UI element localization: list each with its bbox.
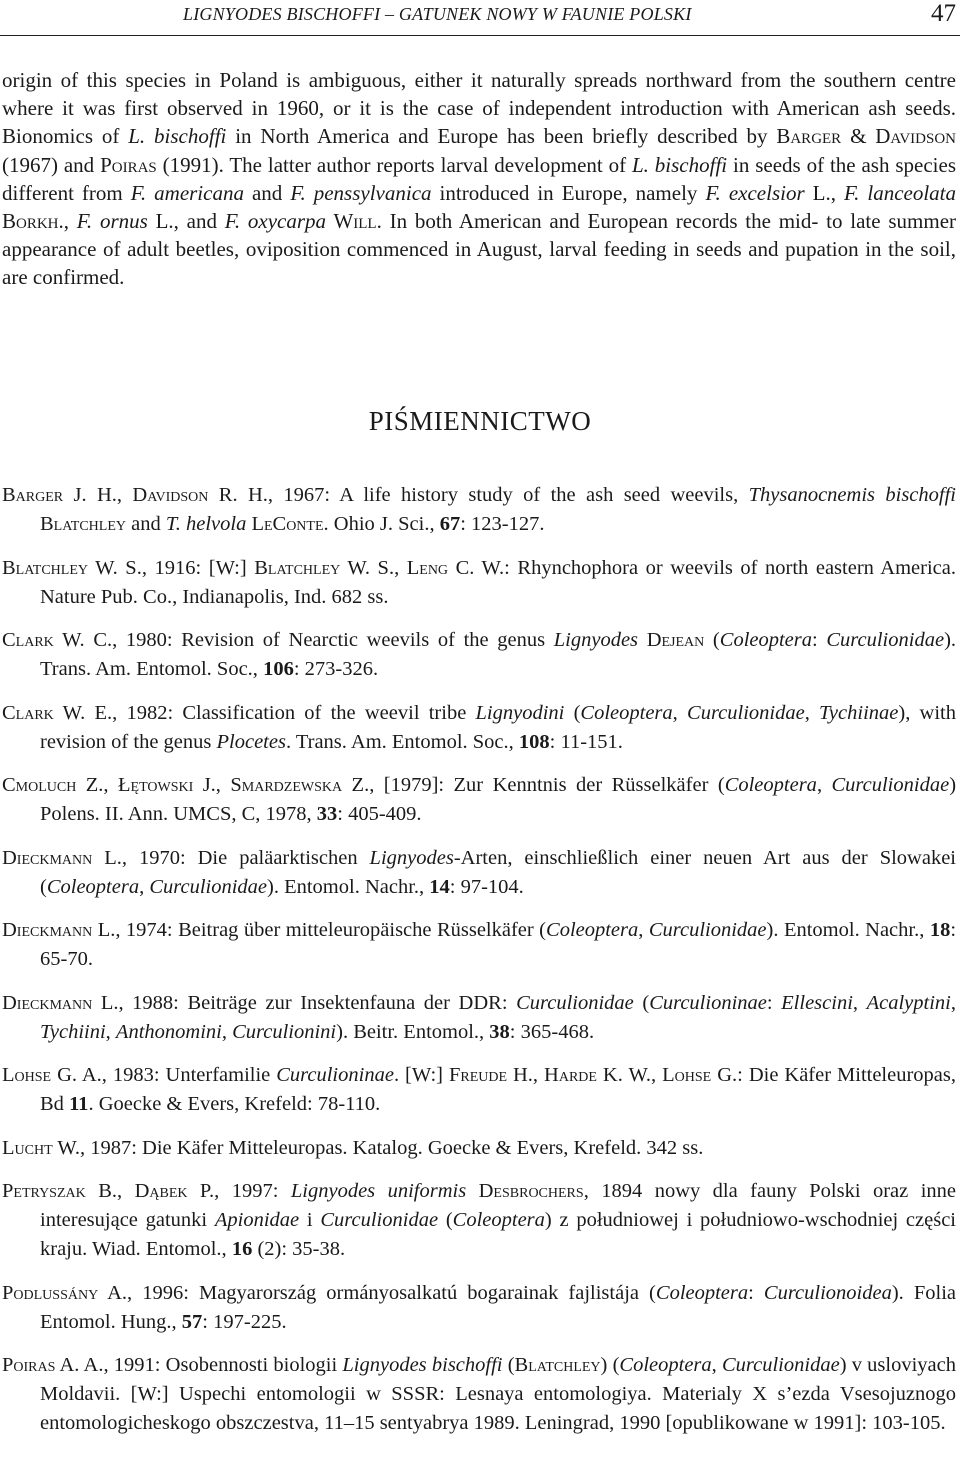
reference-entry <box>2 1061 956 1119</box>
text-run: , <box>672 701 688 724</box>
text-run: ( <box>502 1354 515 1376</box>
text-run: , <box>804 701 820 724</box>
text-run: , <box>139 875 150 898</box>
text-run <box>638 629 647 651</box>
author-name: Barger <box>2 484 64 506</box>
author-name: Blatchley <box>2 556 88 579</box>
text-run: L., 1974: Beitrag über mitteleuropäische Rüsselkäfer ( <box>92 919 547 941</box>
text-run: , <box>711 1354 722 1376</box>
author-name: Will. <box>326 209 382 234</box>
author-name: Blatchley <box>254 556 341 579</box>
taxon-name: Apionidae <box>214 1209 300 1231</box>
species-name: F. oxycarpa <box>224 209 327 234</box>
taxon-name: Tychiinae <box>819 701 899 724</box>
author-name: Poiras <box>2 1354 56 1376</box>
text-run: , 1894 nowy dla fauny Polski oraz inne interesujące gatunki <box>40 1180 956 1231</box>
taxon-name: T. helvola <box>165 513 247 535</box>
taxon-name: Curculioninae <box>649 991 767 1014</box>
taxon-name: Anthonomini <box>115 1020 222 1043</box>
taxon-name: Lignyodes uniformis <box>290 1180 467 1202</box>
text-run: . Trans. Am. Entomol. Soc., <box>285 730 519 753</box>
taxon-name: Curculionidae <box>648 919 767 941</box>
taxon-name: Lignyodes bischoffi <box>342 1354 503 1376</box>
text-run <box>466 1180 478 1202</box>
author-name: LeConte <box>251 513 324 535</box>
reference-entry <box>2 1134 956 1163</box>
volume-number: 11 <box>69 1093 89 1115</box>
taxon-name: Curculionidae <box>149 875 268 898</box>
text-run: ) v usloviyach Moldavii. [W:] Uspechi entomologii w SSSR: Lesnaya entomologiya. Materialy X s’ezda Vsesojuznogo entomologicheskogo obszczestva, 11–15 sentyabrya 1989. Leningrad, 1990 [opublikowane w 1991]: 103-105. <box>40 1354 957 1434</box>
author-name: Dejean <box>646 629 705 651</box>
volume-number: 33 <box>316 803 338 825</box>
page-header <box>0 0 960 40</box>
text-run: : 273-326. <box>293 658 379 680</box>
author-name: Blatchley <box>40 513 126 535</box>
text-run: W. S., 1916: [W:] <box>88 556 255 579</box>
text-run: and <box>126 513 166 535</box>
taxon-name: Coleoptera <box>724 774 817 796</box>
reference-entry <box>2 554 956 612</box>
taxon-name: Curculioninae <box>276 1064 394 1086</box>
species-name: F. penssylvanica <box>290 180 432 205</box>
text-run: in North America and Europe has been briefly described by <box>226 124 777 149</box>
text-run: ). Trans. Am. Entomol. Soc., <box>40 629 957 680</box>
reference-entry <box>2 1279 956 1337</box>
author-name: Blatchley <box>514 1354 601 1376</box>
text-run: : 405-409. <box>337 803 422 825</box>
text-run: origin of this species in Poland is ambiguous, either it naturally spreads northward from the southern centre where it was first observed in 1960, or it is the case of independent introduction with American ash seeds. Bionomics of <box>2 68 956 149</box>
volume-number: 14 <box>429 875 450 898</box>
text-run: Z., <box>76 774 118 796</box>
text-run: and <box>243 180 291 205</box>
species-name: L. bischoffi <box>632 152 728 177</box>
text-run: L., <box>804 180 844 205</box>
text-run: , <box>950 991 956 1014</box>
author-name: Dieckmann <box>2 991 93 1014</box>
author-name: Davidson <box>875 124 956 149</box>
reference-entry <box>2 771 956 829</box>
text-run: In both American and European records the mid- to late summer appearance of adult beetles, oviposition commenced in August, larval feeding in seeds and pupation in the soil, are confirmed. <box>2 209 957 290</box>
text-run: (2): 35-38. <box>252 1238 346 1260</box>
text-run: R. H., 1967: A life history study of the ash seed weevils, <box>208 484 749 506</box>
text-run: G.: Die Käfer Mitteleuropas, Bd <box>40 1064 957 1115</box>
author-name: Clark <box>2 629 54 651</box>
body-paragraph <box>2 66 956 292</box>
taxon-name: Curculionidae <box>826 629 945 651</box>
taxon-name: Lignyodini <box>475 701 565 724</box>
text-run: : <box>766 991 782 1014</box>
text-run: in seeds of the ash species different from <box>2 152 956 205</box>
author-name: Harde <box>544 1064 597 1086</box>
taxon-name: Plocetes <box>216 730 286 753</box>
author-name: Freude <box>448 1064 508 1086</box>
reference-entry <box>2 989 956 1047</box>
text-run: . Goecke & Evers, Krefeld: 78-110. <box>88 1093 381 1115</box>
taxon-name: Coleoptera <box>46 875 140 898</box>
author-name: Łętowski <box>118 774 194 796</box>
text-run: : <box>748 1281 764 1304</box>
text-run: i <box>299 1209 321 1231</box>
author-name: Dieckmann <box>2 919 93 941</box>
text-run: B., <box>85 1180 135 1202</box>
taxon-name: Curculionidae <box>516 991 634 1014</box>
text-run: : 123-127. <box>460 513 545 535</box>
author-name: Poiras <box>100 152 157 177</box>
text-run: Z., [1979]: Zur Kenntnis der Rüsselkäfer ( <box>342 774 725 796</box>
text-run: C. W.: Rhynchophora or weevils of north eastern America. Nature Pub. Co., Indianapolis, Ind. 682 ss. <box>40 556 957 608</box>
text-run: , <box>638 919 649 941</box>
text-run: : 365-468. <box>509 1020 595 1043</box>
volume-number: 38 <box>489 1020 510 1043</box>
section-heading: PIŚMIENNICTWO <box>368 406 592 436</box>
author-name: Barger <box>776 124 842 149</box>
text-run: L., 1988: Beiträge zur Insektenfauna der DDR: <box>92 991 517 1014</box>
volume-number: 67 <box>439 513 461 535</box>
text-run: introduced in Europe, namely <box>431 180 706 205</box>
author-name: Cmoluch <box>2 774 77 796</box>
species-name: F. americana <box>130 180 244 205</box>
text-run: J. H., <box>63 484 133 506</box>
text-run: ). Folia Entomol. Hung., <box>40 1281 956 1333</box>
author-name: Podlussány <box>2 1281 99 1304</box>
taxon-name: Tychiini <box>40 1020 106 1043</box>
author-name: Dąbek <box>134 1180 188 1202</box>
reference-entry <box>2 844 956 902</box>
text-run: ). Entomol. Nachr., <box>267 875 430 898</box>
volume-number: 106 <box>263 658 294 680</box>
text-run: & <box>841 124 876 149</box>
taxon-name: Curculionidae <box>320 1209 439 1231</box>
text-run: : 11-151. <box>549 730 623 753</box>
species-name: F. excelsior <box>705 180 805 205</box>
reference-entry <box>2 1177 956 1264</box>
text-run: A., 1996: Magyarország ormányosalkatú bogarainak fajlistája ( <box>98 1281 656 1304</box>
volume-number: 108 <box>518 730 550 753</box>
text-run: : 197-225. <box>202 1310 287 1333</box>
author-name: Desbrochers <box>478 1180 584 1202</box>
text-run: . Ohio J. Sci., <box>323 513 440 535</box>
taxon-name: Coleoptera <box>719 629 813 651</box>
taxon-name: Coleoptera <box>619 1354 712 1376</box>
species-name: F. ornus <box>76 209 148 234</box>
text-run: : 65-70. <box>40 919 957 970</box>
text-run: ). Entomol. Nachr., <box>766 919 930 941</box>
text-run: ), with revision of the genus <box>40 701 956 753</box>
reference-list <box>2 481 956 1453</box>
taxon-name: Coleoptera <box>546 919 639 941</box>
text-run: : 97-104. <box>449 875 524 898</box>
taxon-name: Curculionidae <box>831 774 950 796</box>
author-name: Lohse <box>662 1064 712 1086</box>
text-run: P., 1997: <box>187 1180 291 1202</box>
author-name: Leng <box>406 556 449 579</box>
taxon-name: Acalyptini <box>866 991 951 1014</box>
text-run: ). Beitr. Entomol., <box>336 1020 490 1043</box>
text-run: W., 1987: Die Käfer Mitteleuropas. Katalog. Goecke & Evers, Krefeld. 342 ss. <box>52 1136 704 1159</box>
text-run: -Arten, einschließlich einer neuen Art aus der Slowakei ( <box>40 846 956 898</box>
text-run: A. A., 1991: Osobennosti biologii <box>55 1354 343 1376</box>
text-run: ( <box>704 629 720 651</box>
reference-entry <box>2 916 956 974</box>
text-run: . [W:] <box>393 1064 449 1086</box>
author-name: Petryszak <box>2 1180 86 1202</box>
author-name: Lucht <box>2 1136 53 1159</box>
running-title: LIGNYODES BISCHOFFI – GATUNEK NOWY W FAUNIE POLSKI <box>183 4 692 24</box>
taxon-name: Curculionini <box>232 1020 337 1043</box>
header-rule <box>0 35 960 36</box>
text-run: L., and <box>147 209 225 234</box>
text-run: ( <box>633 991 650 1014</box>
text-run: W. C., 1980: Revision of Nearctic weevils of the genus <box>53 629 554 651</box>
text-run: G. A., 1983: Unterfamilie <box>51 1064 277 1086</box>
reference-entry <box>2 481 956 539</box>
taxon-name: Lignyodes <box>553 629 639 651</box>
taxon-name: Curculionidae <box>722 1354 840 1376</box>
reference-entry <box>2 699 956 757</box>
text-run: ) ( <box>600 1354 620 1376</box>
author-name: Clark <box>2 701 54 724</box>
text-run: ( <box>564 701 581 724</box>
taxon-name: Thysanocnemis bischoffi <box>748 484 956 506</box>
author-name: Dieckmann <box>2 846 93 869</box>
volume-number: 18 <box>929 919 951 941</box>
text-run: , <box>105 1020 116 1043</box>
text-run: , <box>816 774 832 796</box>
author-name: Smardzewska <box>230 774 343 796</box>
taxon-name: Coleoptera <box>452 1209 545 1231</box>
taxon-name: Curculionoidea <box>763 1281 892 1304</box>
text-run: H., <box>507 1064 545 1086</box>
reference-entry <box>2 1351 956 1438</box>
volume-number: 16 <box>231 1238 253 1260</box>
text-run: ) Polens. II. Ann. UMCS, C, 1978, <box>40 774 957 825</box>
text-run: W. E., 1982: Classification of the weevil tribe <box>53 701 476 724</box>
species-name: F. lanceolata <box>843 180 957 205</box>
text-run: (1991). The latter author reports larval development of <box>156 152 632 177</box>
text-run: K. W., <box>596 1064 663 1086</box>
author-name: Davidson <box>132 484 209 506</box>
page-number: 47 <box>931 0 956 27</box>
taxon-name: Coleoptera <box>580 701 673 724</box>
taxon-name: Curculionidae <box>687 701 805 724</box>
text-run: , <box>63 209 77 234</box>
text-run: : <box>812 629 827 651</box>
taxon-name: Ellescini <box>781 991 853 1014</box>
text-run: J., <box>193 774 231 796</box>
volume-number: 57 <box>181 1310 203 1333</box>
reference-entry <box>2 626 956 684</box>
text-run: , <box>852 991 867 1014</box>
author-name: Borkh. <box>2 209 64 234</box>
text-run: ) z południowej i południowo-wschodniej części kraju. Wiad. Entomol., <box>40 1209 957 1260</box>
text-run: (1967) and <box>2 152 101 177</box>
taxon-name: Coleoptera <box>655 1281 749 1304</box>
author-name: Lohse <box>2 1064 52 1086</box>
text-run: W. S., <box>340 556 407 579</box>
species-name: L. bischoffi <box>128 124 227 149</box>
text-run: ( <box>438 1209 453 1231</box>
taxon-name: Lignyodes <box>369 846 454 869</box>
text-run: L., 1970: Die paläarktischen <box>92 846 370 869</box>
text-run: , <box>221 1020 233 1043</box>
